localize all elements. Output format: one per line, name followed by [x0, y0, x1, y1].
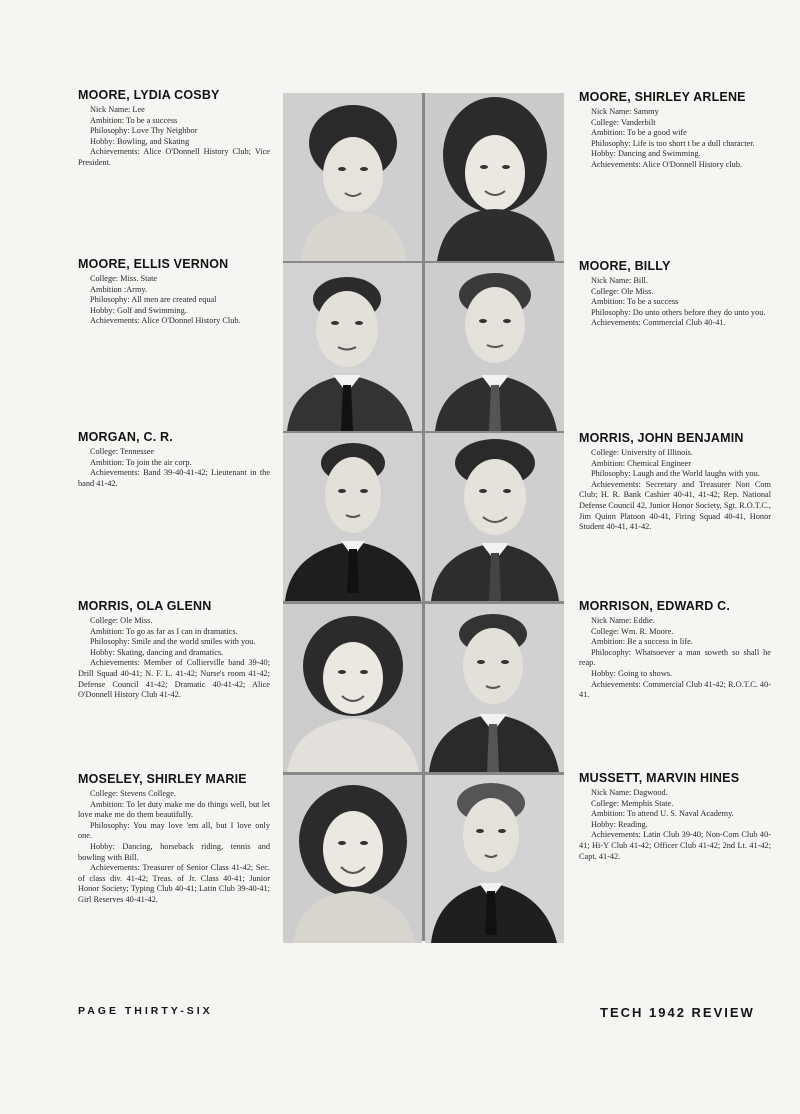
student-detail: Ambition: To go as far as I can in dramatics.: [90, 626, 238, 636]
student-detail: Ambition: To be a success: [591, 297, 679, 307]
student-detail: Achievements: Commercial Club 41-42; R.O.T.C. 40-41.: [579, 679, 771, 700]
student-detail: Nick Name: Dagwood.: [591, 788, 668, 797]
student-entry-morrison-edward: [579, 599, 771, 701]
student-detail: Philosophy: Smile and the world smiles with you.: [90, 637, 256, 647]
student-name: MOORE, BILLY: [579, 259, 671, 273]
student-detail: Philosophy: Do unto others before they do unto you.: [591, 307, 766, 317]
student-entry-morris-john: [579, 431, 771, 533]
portrait-morris-ola: [283, 604, 422, 772]
student-entry-morgan-cr: [78, 430, 270, 489]
student-entry-moore-shirley: [579, 90, 771, 171]
student-entry-moore-billy: [579, 259, 771, 329]
student-name: MOORE, LYDIA COSBY: [78, 88, 220, 102]
student-entry-moseley-shirley: [78, 772, 270, 906]
student-detail: Achievements: Member of Collierville band 39-40; Drill Squad 40-41; N. F. L. 41-42; Nurse's room 41-42; Defense Council 41-42; Dramatic 40-41-42; Alice O'Donnell History Club 41-42.: [78, 658, 270, 700]
student-name: MUSSETT, MARVIN HINES: [579, 771, 740, 785]
student-detail: Ambition: To let duty make me do things well, but let love make me do them beautifully.: [78, 799, 270, 820]
student-detail: Achievements: Band 39-40-41-42; Lieutenant in the band 41-42.: [78, 468, 270, 488]
student-detail: Ambition: To join the air corp.: [90, 457, 192, 467]
student-detail: College: Ole Miss.: [591, 286, 654, 296]
student-detail: Hobby: Going to shows.: [591, 668, 673, 678]
student-detail: Hobby: Dancing and Swimming.: [591, 149, 701, 159]
student-detail: Achievements: Alice O'Donnel History Club.: [90, 316, 241, 326]
student-name: MOORE, ELLIS VERNON: [78, 257, 229, 271]
portrait-moore-shirley: [425, 93, 564, 261]
student-detail: Hobby: Reading.: [591, 819, 648, 829]
student-name: MORRISON, EDWARD C.: [579, 599, 731, 613]
portrait-morgan-cr: [283, 433, 422, 601]
student-detail: Hobby: Bowling, and Skating: [90, 136, 190, 146]
student-detail: Philosophy: Love Thy Neighbor: [90, 126, 198, 136]
student-entry-mussett-marvin: [579, 771, 771, 862]
student-detail: Achievements: Commercial Club 40-41.: [591, 318, 726, 328]
student-entry-moore-ellis: [78, 257, 270, 327]
student-detail: College: Memphis State.: [591, 798, 674, 808]
student-name: MORRIS, OLA GLENN: [78, 599, 212, 613]
portrait-mussett-marvin: [425, 775, 564, 943]
student-detail: Philosophy: Life is too short t be a dull character.: [591, 138, 755, 148]
student-detail: Nick Name: Lee: [90, 105, 145, 114]
student-entry-moore-lydia: [78, 88, 270, 169]
publication-title: TECH 1942 REVIEW: [600, 1005, 755, 1020]
student-detail: College: Tennessee: [90, 447, 155, 456]
portrait-moore-billy: [425, 263, 564, 431]
student-entry-morris-ola: [78, 599, 270, 701]
student-detail: Philosophy: You may love 'em all, but I love only one.: [78, 820, 270, 841]
student-detail: Ambition: To be a success: [90, 115, 178, 125]
student-detail: Ambition: Be a success in life.: [591, 637, 693, 647]
student-detail: Achievements: Treasurer of Senior Class 41-42; Sec. of class div. 41-42; Treas. of Jr. Class 40-41; Junior Honor Society; Typing Club 40-41; Latin Club 39-40-41; Girl Reserves 40-41-42.: [78, 863, 270, 904]
student-detail: Ambition: To attend U. S. Naval Academy.: [591, 809, 734, 819]
student-name: MORRIS, JOHN BENJAMIN: [579, 431, 744, 445]
student-detail: Ambition: Chemical Engineer: [591, 458, 692, 468]
student-detail: Philosophy: Laugh and the World laughs with you.: [591, 469, 760, 479]
student-detail: College: Ole Miss.: [90, 616, 153, 625]
portrait-moore-lydia: [283, 93, 422, 261]
student-detail: College: Stevens College.: [90, 789, 176, 798]
student-detail: Achievements: Alice O'Donnell History club.: [591, 159, 743, 169]
student-detail: College: Vanderbilt: [591, 117, 656, 127]
student-name: MOSELEY, SHIRLEY MARIE: [78, 772, 247, 786]
student-detail: Nick Name: Bill.: [591, 276, 648, 285]
student-detail: Philocophy: Whatsoever a man soweth so shall he reap.: [579, 647, 771, 668]
portrait-moseley-shirley: [283, 775, 422, 943]
portrait-moore-ellis: [283, 263, 422, 431]
student-detail: College: University of Illinois.: [591, 448, 693, 457]
student-detail: Hobby: Skating, dancing and dramatics.: [90, 647, 224, 657]
student-detail: Philosophy: All men are created equal: [90, 295, 217, 305]
student-detail: Nick Name: Sammy: [591, 107, 659, 116]
student-name: MORGAN, C. R.: [78, 430, 173, 444]
student-detail: Nick Name: Eddie.: [591, 616, 655, 625]
page-number: PAGE THIRTY-SIX: [78, 1005, 213, 1017]
student-name: MOORE, SHIRLEY ARLENE: [579, 90, 746, 104]
student-detail: Ambition: To be a good wife: [591, 128, 687, 138]
student-detail: College: Wm. R. Moore.: [591, 626, 674, 636]
student-detail: Achievements: Secretary and Treasurer Non Com Club; H. R. Bank Cashier 40-41, 41-42; Rep. National Defense Council 42, Junior Honor Society, Sgt. R.O.T.C., Jim Quinn Platoon 40-41, Firing Squad 40-41, Honor Student 40-41, 41-42.: [579, 479, 771, 532]
portrait-morrison-edward: [425, 604, 564, 772]
student-detail: Hobby: Golf and Swimming.: [90, 305, 187, 315]
student-detail: Achievements: Alice O'Donnell History Club; Vice President.: [78, 147, 270, 167]
student-detail: Hobby: Dancing, horseback riding, tennis and bowling with Bill.: [78, 841, 270, 862]
student-detail: Achievements: Latin Club 39-40; Non-Com Club 40-41; Hi-Y Club 41-42; Officer Club 41-42; 2nd Lt. 41-42; Capt. 41-42.: [579, 830, 771, 861]
portrait-grid: [283, 93, 564, 941]
student-detail: College: Miss. State: [90, 274, 158, 283]
portrait-morris-john: [425, 433, 564, 601]
student-detail: Ambition :Army.: [90, 284, 148, 294]
